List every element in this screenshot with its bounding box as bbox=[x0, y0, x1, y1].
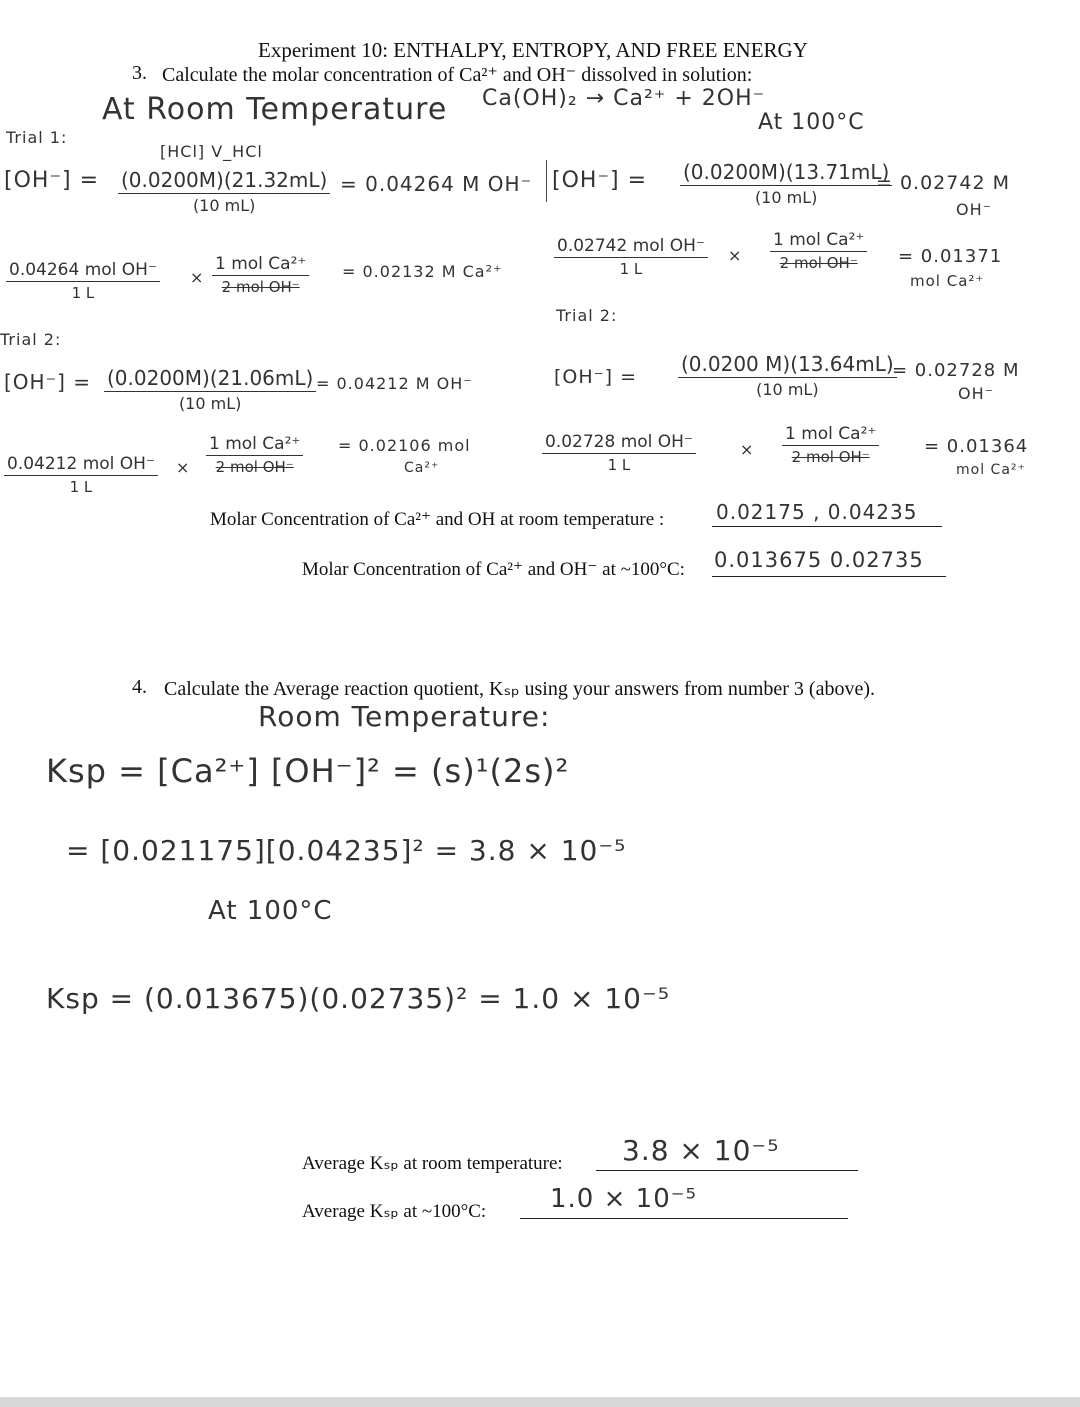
oh-result-hot-trial1: = 0.02742 M bbox=[876, 172, 1010, 194]
conv-result-hot-2-unit: mol Ca²⁺ bbox=[956, 462, 1026, 478]
conv-result-hot-2: = 0.01364 bbox=[924, 436, 1029, 457]
ksp-hot-calculation: Ksp = (0.013675)(0.02735)² = 1.0 × 10⁻⁵ bbox=[46, 982, 670, 1015]
conv-fraction-hot-1b bbox=[770, 230, 867, 272]
conv-fraction-1a bbox=[6, 260, 160, 302]
avg-ksp-hot-line bbox=[520, 1218, 848, 1219]
q4-room-heading: Room Temperature: bbox=[258, 700, 551, 733]
conv-numerator: 0.02742 mol OH⁻ bbox=[554, 236, 708, 258]
room-temp-heading: At Room Temperature bbox=[102, 92, 448, 127]
oh-fraction-hot-trial1 bbox=[680, 160, 892, 207]
page-bottom-edge bbox=[0, 1397, 1080, 1407]
oh-denominator: (10 mL) bbox=[192, 196, 256, 215]
hcl-labels: [HCl] V_HCl bbox=[160, 142, 263, 161]
oh-numerator: (0.0200 M)(13.64mL) bbox=[678, 352, 897, 378]
oh-lhs-hot-trial2: [OH⁻] = bbox=[554, 366, 638, 388]
conv-numerator: 0.02728 mol OH⁻ bbox=[542, 432, 696, 454]
question-3-number: 3. bbox=[132, 62, 147, 84]
oh-numerator: (0.0200M)(21.32mL) bbox=[118, 168, 330, 194]
conv-result-2-unit: Ca²⁺ bbox=[404, 460, 440, 476]
avg-ksp-hot-label: Average Kₛₚ at ~100°C: bbox=[302, 1201, 487, 1222]
conv-numerator: 1 mol Ca²⁺ bbox=[206, 434, 303, 456]
conv-fraction-hot-1a bbox=[554, 236, 708, 278]
conv-result-hot-1: = 0.01371 bbox=[898, 246, 1003, 267]
conv-fraction-1b bbox=[212, 254, 309, 296]
conv-fraction-2a bbox=[4, 454, 158, 496]
times-sign: × bbox=[190, 268, 205, 287]
conv-numerator: 0.04264 mol OH⁻ bbox=[6, 260, 160, 282]
conv-denominator: 1 L bbox=[71, 284, 95, 302]
reaction-equation: Ca(OH)₂ → Ca²⁺ + 2OH⁻ bbox=[482, 86, 766, 111]
oh-denominator: (10 mL) bbox=[178, 394, 242, 413]
oh-result-trial1: = 0.04264 M OH⁻ bbox=[340, 172, 533, 196]
conv-numerator: 1 mol Ca²⁺ bbox=[782, 424, 879, 446]
oh-denominator: (10 mL) bbox=[756, 380, 819, 399]
hot-temp-heading: At 100°C bbox=[758, 110, 865, 135]
hot-temp-answer-label: Molar Concentration of Ca²⁺ and OH⁻ at ~100°C: bbox=[302, 559, 685, 580]
avg-ksp-room-label: Average Kₛₚ at room temperature: bbox=[302, 1153, 563, 1174]
conv-denominator: 1 L bbox=[619, 260, 643, 278]
conv-denominator: 2 mol OH⁻ bbox=[791, 448, 870, 466]
question-3-text: Calculate the molar concentration of Ca²⁺ and OH⁻ dissolved in solution: bbox=[162, 64, 753, 86]
conv-denominator: 2 mol OH⁻ bbox=[221, 278, 300, 296]
oh-fraction-trial2 bbox=[104, 366, 316, 413]
oh-denominator: (10 mL) bbox=[754, 188, 818, 207]
room-temp-answer-value: 0.02175 , 0.04235 bbox=[716, 500, 918, 524]
ksp-room-calculation: = [0.021175][0.04235]² = 3.8 × 10⁻⁵ bbox=[66, 834, 627, 867]
avg-ksp-hot-value: 1.0 × 10⁻⁵ bbox=[550, 1184, 697, 1214]
avg-ksp-room-value: 3.8 × 10⁻⁵ bbox=[622, 1134, 780, 1167]
conv-denominator: 1 L bbox=[607, 456, 631, 474]
oh-result-hot-trial2: = 0.02728 M bbox=[892, 360, 1020, 381]
conv-result-2: = 0.02106 mol bbox=[338, 436, 471, 455]
hot-temp-answer-line bbox=[712, 576, 946, 577]
conv-result-hot-1-unit: mol Ca²⁺ bbox=[910, 272, 985, 290]
column-divider bbox=[546, 160, 547, 202]
times-sign: × bbox=[176, 458, 191, 477]
oh-result-hot-trial2-unit: OH⁻ bbox=[958, 384, 995, 403]
conv-fraction-hot-2a bbox=[542, 432, 696, 474]
question-4-text: Calculate the Average reaction quotient, Kₛₚ using your answers from number 3 (above). bbox=[164, 678, 875, 700]
avg-ksp-room-line bbox=[596, 1170, 858, 1171]
oh-result-hot-trial1-unit: OH⁻ bbox=[956, 200, 993, 219]
conv-numerator: 1 mol Ca²⁺ bbox=[770, 230, 867, 252]
room-temp-answer-line bbox=[712, 526, 942, 527]
ksp-expression: Ksp = [Ca²⁺] [OH⁻]² = (s)¹(2s)² bbox=[46, 752, 570, 790]
conv-result-1: = 0.02132 M Ca²⁺ bbox=[342, 262, 503, 281]
conv-denominator: 1 L bbox=[69, 478, 93, 496]
conv-numerator: 1 mol Ca²⁺ bbox=[212, 254, 309, 276]
times-sign: × bbox=[728, 246, 743, 265]
oh-numerator: (0.0200M)(13.71mL) bbox=[680, 160, 892, 186]
trial-2-label: Trial 2: bbox=[0, 330, 62, 349]
question-4-number: 4. bbox=[132, 676, 147, 698]
oh-lhs-hot-trial1: [OH⁻] = bbox=[552, 168, 648, 193]
oh-fraction-hot-trial2 bbox=[678, 352, 897, 399]
page-title: Experiment 10: ENTHALPY, ENTROPY, AND FREE ENERGY bbox=[258, 38, 808, 62]
conv-denominator: 2 mol OH⁻ bbox=[215, 458, 294, 476]
trial-1-label: Trial 1: bbox=[6, 128, 68, 147]
conv-numerator: 0.04212 mol OH⁻ bbox=[4, 454, 158, 476]
q4-hot-heading: At 100°C bbox=[208, 896, 333, 926]
conv-fraction-hot-2b bbox=[782, 424, 879, 466]
oh-lhs-trial1: [OH⁻] = bbox=[4, 168, 100, 193]
oh-lhs-trial2: [OH⁻] = bbox=[4, 370, 92, 394]
room-temp-answer-label: Molar Concentration of Ca²⁺ and OH at room temperature : bbox=[210, 509, 665, 530]
trial-2-label-hot: Trial 2: bbox=[556, 306, 618, 325]
hot-temp-answer-value: 0.013675 0.02735 bbox=[714, 548, 924, 572]
conv-fraction-2b bbox=[206, 434, 303, 476]
oh-fraction-trial1 bbox=[118, 168, 330, 215]
oh-numerator: (0.0200M)(21.06mL) bbox=[104, 366, 316, 392]
times-sign: × bbox=[740, 440, 755, 459]
conv-denominator: 2 mol OH⁻ bbox=[779, 254, 858, 272]
oh-result-trial2: = 0.04212 M OH⁻ bbox=[316, 374, 473, 393]
